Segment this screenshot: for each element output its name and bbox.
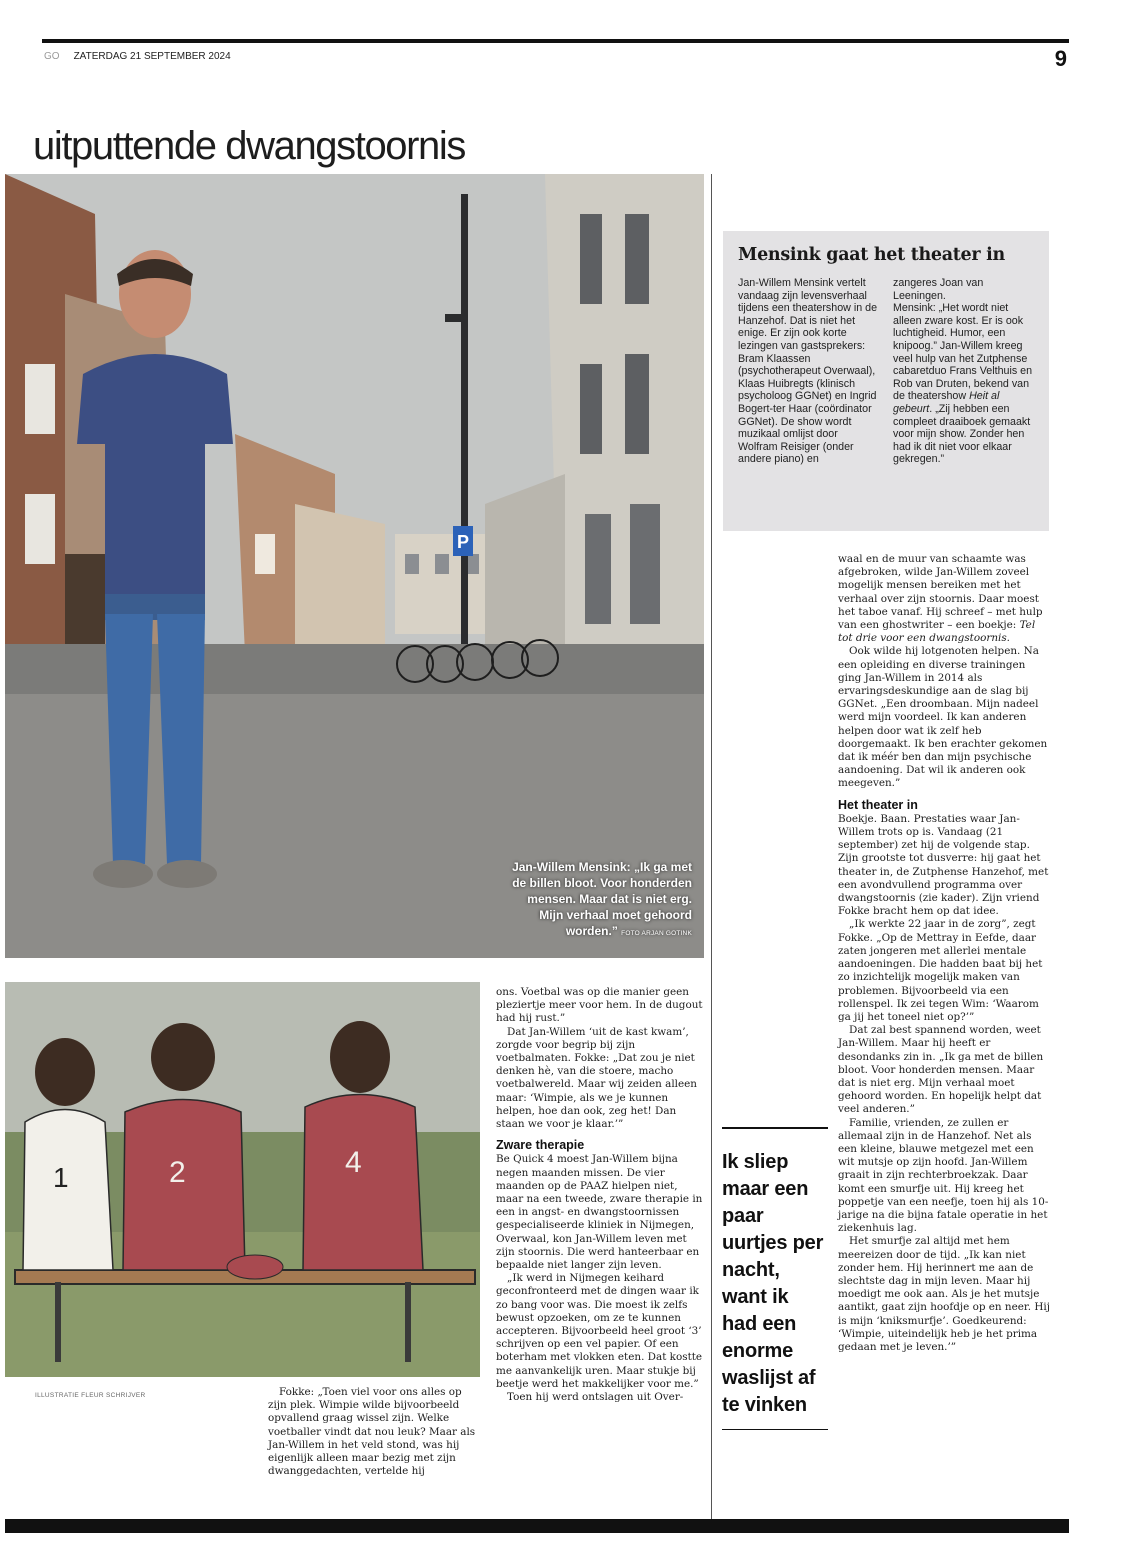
issue-date: ZATERDAG 21 SEPTEMBER 2024 <box>73 51 231 62</box>
svg-text:P: P <box>457 532 470 552</box>
paragraph: Fokke: „Toen viel voor ons alles op zijn plek. Wimpie wilde bijvoorbeeld opvallend graag wissel zijn. Welke voetballer vindt dat nou leuk? Maar als Jan-Willem in het veld stond, was hij eigenlijk alleen maar bezig met zijn dwanggedachten, vertelde hij <box>268 1386 476 1478</box>
info-box-col-1 <box>738 277 880 466</box>
folio <box>44 51 231 62</box>
paragraph: Dat zal best spannend worden, weet Jan-Willem. Maar hij heeft er desondanks zin in. „Ik ga met de billen bloot. Voor honderden mensen. Maar dat is niet erg. Mijn verhaal moet gehoord worden. En hopelijk helpt dat veel anderen.” <box>838 1024 1044 1116</box>
paragraph: Het smurfje zal altijd met hem meereizen door de tijd. „Ik kan niet zonder hem. Hij herinnert me aan de slechtste dag in mijn leven. Maar hij moedigt me ook aan. Als je het mutsje aantikt, gaat zijn hoofdje op en neer. Hij is mijn ‘kniksmurfje’. Goedkeurend: ‘Wimpie, uiteindelijk heb je het prima gedaan met je leven.’” <box>838 1235 1050 1353</box>
shirt-number-4: 4 <box>345 1146 362 1179</box>
info-box-paragraph <box>893 302 1035 466</box>
illustration <box>5 982 480 1377</box>
article-column-a <box>268 1386 478 1478</box>
show-title: Heit al gebeurt <box>893 390 1000 415</box>
paragraph-text: waal en de muur van schaamte was afgebroken, wilde Jan-Willem zoveel mogelijk mensen bereiken met het verhaal over zijn stoornis. Daar moest het taboe vanaf. Hij schreef – met hulp van een ghostwriter – een boekje: <box>838 553 1043 632</box>
pull-quote-text: Ik sliep maar een paar uurtjes per nacht, want ik had een enorme waslijst af te vinken <box>722 1151 824 1416</box>
page-number: 9 <box>1054 46 1067 71</box>
shirt-number-2: 2 <box>169 1156 186 1189</box>
photo-caption-text: Jan-Willem Mensink: „Ik ga met de billen bloot. Voor honderden mensen. Maar dat is niet erg. Mijn verhaal moet gehoord worden.” <box>512 860 692 938</box>
paragraph: ons. Voetbal was op die manier geen pleziertje meer voor hem. In de dugout had hij rust.” <box>496 986 703 1025</box>
paragraph <box>838 553 1050 645</box>
article-column-c <box>838 553 1050 1354</box>
paragraph: Ook wilde hij lotgenoten helpen. Na een opleiding en diverse trainingen ging Jan-Willem in 2014 als ervaringsdeskundige aan de slag bij GGNet. „Een droombaan. Mijn nadeel werd mijn voordeel. Ik kan anderen helpen door wat ik zelf heb doorgemaakt. Ik ben erachter gekomen dat ik méér ben dan mijn psychische aandoening. Dat wil ik anderen ook meegeven.” <box>838 645 1048 790</box>
info-box-col-2 <box>893 277 1035 466</box>
street-photo-illustration <box>5 174 704 958</box>
paragraph: Be Quick 4 moest Jan-Willem bijna negen maanden missen. De vier maanden op de PAAZ hielpen niet, maar na een tweede, zware therapie in een in angst- en dwangstoornissen gespecialiseerde kliniek in Nijmegen, Overwaal, kon Jan-Willem leven met zijn stoornis. Die werd hanteerbaar en bepaalde niet langer zijn leven. <box>496 1153 703 1272</box>
info-box-text: Jan-Willem Mensink vertelt vandaag zijn levensverhaal tijdens een theatershow in de Hanzehof. Dat is niet het enige. Er zijn ook korte lezingen van gastsprekers: Bram Klaassen (psychotherapeut Overwaal), Klaas Huibregts (klinisch psycholoog GGNet) en Ingrid Bogert-ter Haar (coördinator GGNet). De show wordt muzikaal omlijst door Wolfram Reisiger (onder andere piano) en <box>738 277 878 466</box>
book-title: Tel tot drie voor een dwangstoornis <box>838 619 1036 645</box>
pull-quote <box>722 1127 828 1430</box>
paragraph-text: . <box>1006 632 1010 645</box>
paragraph: Toen hij werd ontslagen uit Over- <box>507 1391 684 1404</box>
top-rule <box>42 39 1069 43</box>
football-bench-illustration <box>5 982 480 1377</box>
paragraph: „Ik werd in Nijmegen keihard geconfronteerd met de dingen waar ik zo bang voor was. Die moest ik zelfs bewust opzoeken, om ze te kunnen accepteren. Bijvoorbeeld heel groot ‘3’ schrijven op een vel papier. Of een boterham met vlokken eten. Dat kostte me aanvankelijk uren. Maar stukje bij beetje werd het makkelijker voor me.” <box>496 1272 703 1390</box>
paragraph: „Ik werkte 22 jaar in de zorg”, zegt Fokke. „Op de Mettray in Eefde, daar zaten jongeren met allerlei mentale aandoeningen. Die hadden baat bij het zo inzichtelijk mogelijk maken van problemen. Bijvoorbeeld via een rollenspel. Ik zei tegen Wim: ‘Waarom ga jij het toneel niet op?’” <box>838 918 1043 1023</box>
main-photo <box>5 174 704 958</box>
headline: uitputtende dwangstoornis <box>33 124 465 168</box>
paragraph: Familie, vrienden, ze zullen er allemaal zijn in de Hanzehof. Net als een kleine, blauwe metgezel met een wit mutsje op zijn hoofd. Jan-Willem graait in zijn rechterbroekzak. Daar komt een smurfje uit. Hij kreeg het poppetje van een neefje, toen hij als 10-jarige na die bijna fatale operatie in het ziekenhuis lag. <box>838 1116 1049 1235</box>
subheading: Het theater in <box>838 797 918 812</box>
article-column-b <box>496 986 704 1404</box>
column-divider <box>711 174 712 1520</box>
info-box-text: Mensink: „Het wordt niet alleen zware kost. Er is ook luchtigheid. Humor, een knipoog.” Jan-Willem kreeg veel hulp van het Zutphense cabaretduo Frans Velthuis en Rob van Druten, bekend van de theatershow <box>893 302 1033 403</box>
photo-credit: FOTO ARJAN GOTINK <box>621 930 692 937</box>
subheading: Zware therapie <box>496 1138 585 1153</box>
paragraph: Dat Jan-Willem ‘uit de kast kwam’, zorgde voor begrip bij zijn voetbalmaten. Fokke: „Dat zou je niet denken hè, van die stoere, macho voetbalwereld. Maar wij zeiden alleen maar: ‘Wimpie, als we je kunnen helpen, hoe dan ook, zeg het! Dan staan we voor je klaar.’” <box>496 1025 697 1131</box>
illustration-credit: ILLUSTRATIE FLEUR SCHRIJVER <box>35 1392 146 1399</box>
section-label: GO <box>44 51 60 62</box>
bottom-rule <box>5 1519 1069 1533</box>
shirt-number-1: 1 <box>53 1162 69 1193</box>
pull-quote-rule <box>722 1429 828 1430</box>
info-box-text: zangeres Joan van Leeningen. <box>893 277 984 302</box>
info-box <box>723 231 1049 531</box>
info-box-text: . „Zij hebben een compleet draaiboek gemaakt voor mijn show. Zonder hen had ik dit niet voor elkaar gekregen.” <box>893 402 1031 466</box>
paragraph: Boekje. Baan. Prestaties waar Jan-Willem trots op is. Vandaag (21 september) zet hij de volgende stap. Zijn grootste tot dusverre: hij gaat het theater in, de Zutphense Hanzehof, met een avondvullend programma over dwangstoornis (zie kader). Zijn vriend Fokke bracht hem op dat idee. <box>838 812 1049 918</box>
photo-caption <box>502 859 692 942</box>
info-box-title: Mensink gaat het theater in <box>738 245 1005 265</box>
